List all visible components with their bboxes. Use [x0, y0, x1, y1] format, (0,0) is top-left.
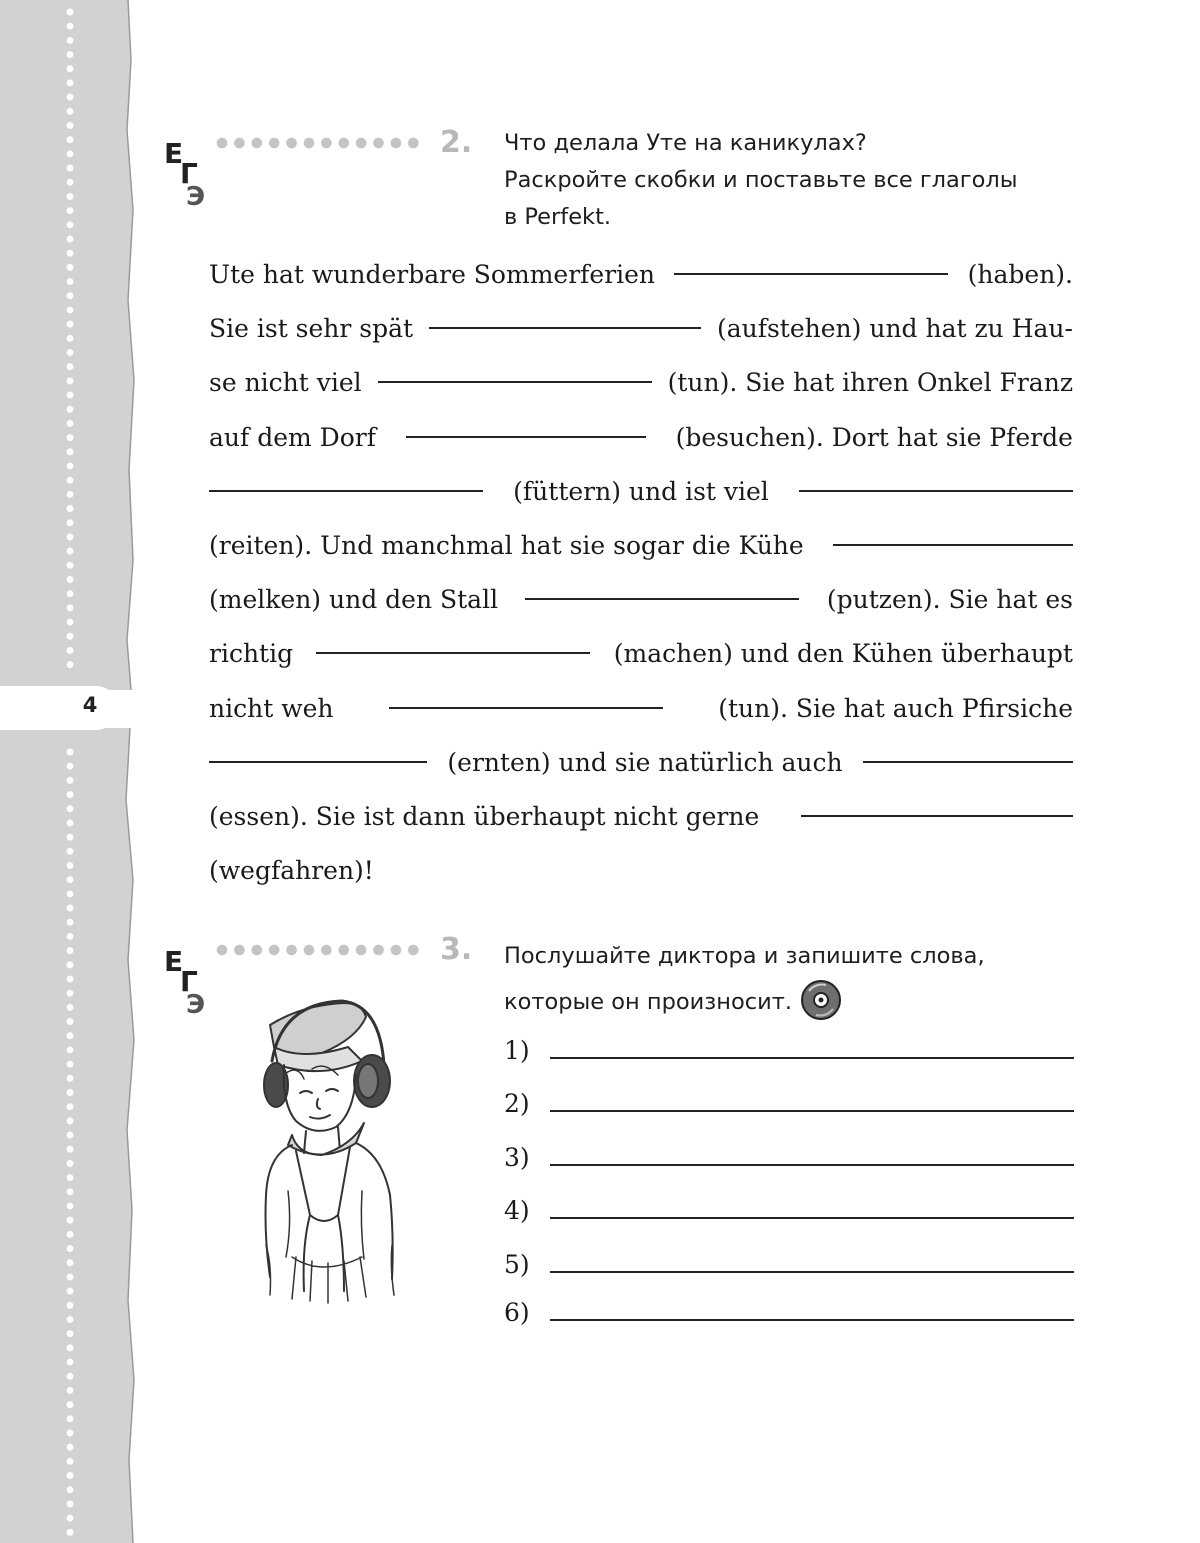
- text-segment: se nicht viel: [209, 368, 362, 398]
- text-line: [209, 627, 1073, 681]
- gap-fill-text: [209, 248, 1073, 898]
- girl-with-headphones-illustration: [252, 995, 412, 1305]
- ege-letter-g: Г: [180, 965, 198, 998]
- dot-column-top: [66, 8, 74, 672]
- instruction-line: Раскройте скобки и поставьте все глаголы: [504, 167, 1018, 193]
- text-line: [209, 356, 1073, 410]
- instruction-line: Что делала Уте на каникулах?: [504, 130, 867, 156]
- dotted-leader: [216, 944, 424, 956]
- text-line: [209, 465, 1073, 519]
- text-segment: (ernten) und sie natürlich auch: [447, 747, 843, 777]
- text-segment: auf dem Dorf: [209, 422, 376, 452]
- answer-blank[interactable]: [429, 327, 701, 329]
- answer-row: [504, 1295, 1074, 1331]
- text-line: [209, 573, 1073, 627]
- text-segment: (tun). Sie hat auch Pfirsiche: [718, 693, 1073, 723]
- instruction-line: [504, 979, 1074, 1025]
- task-instruction: [504, 933, 1074, 1025]
- text-segment: (melken) und den Stall: [209, 585, 499, 615]
- answer-blank[interactable]: [316, 652, 590, 654]
- text-segment: (aufstehen) und hat zu Hau-: [716, 314, 1073, 344]
- answer-blank[interactable]: [550, 1217, 1074, 1219]
- answer-blank[interactable]: [550, 1319, 1074, 1321]
- text-segment: (essen). Sie ist dann überhaupt nicht gerne: [209, 801, 760, 831]
- answer-blank[interactable]: [550, 1164, 1074, 1166]
- ege-badge: [164, 945, 214, 1020]
- text-segment: (wegfahren)!: [209, 856, 374, 886]
- text-segment: (machen) und den Kühen überhaupt: [613, 639, 1073, 669]
- answer-number: 3): [504, 1143, 530, 1172]
- answer-number: 6): [504, 1298, 530, 1327]
- answer-blank[interactable]: [801, 815, 1073, 817]
- text-segment: nicht weh: [209, 693, 334, 723]
- answer-blank[interactable]: [550, 1110, 1074, 1112]
- answer-row: [504, 1140, 1074, 1176]
- answer-row: [504, 1193, 1074, 1229]
- answer-blank[interactable]: [209, 490, 483, 492]
- answer-blank[interactable]: [550, 1057, 1074, 1059]
- instruction-line: в Perfekt.: [504, 204, 612, 230]
- answer-row: [504, 1247, 1074, 1283]
- ege-badge: [164, 137, 214, 212]
- ege-letter-e: Е: [164, 137, 184, 170]
- text-line: [209, 844, 1073, 898]
- text-line: [209, 411, 1073, 465]
- answer-blank[interactable]: [389, 707, 663, 709]
- text-segment: Ute hat wunderbare Sommerferien: [209, 260, 656, 289]
- instruction-line: Послушайте диктора и запишите слова,: [504, 943, 985, 969]
- text-segment: (tun). Sie hat ihren Onkel Franz: [667, 368, 1073, 398]
- text-line: [209, 519, 1073, 573]
- answer-row: [504, 1086, 1074, 1122]
- answer-blank[interactable]: [863, 761, 1073, 763]
- dot-column-bottom: [66, 748, 74, 1538]
- text-line: [209, 790, 1073, 844]
- answer-blank[interactable]: [525, 598, 799, 600]
- text-segment: (haben).: [967, 260, 1073, 289]
- answer-row: [504, 1033, 1074, 1069]
- answer-blank[interactable]: [378, 381, 652, 383]
- text-segment: (füttern) und ist viel: [513, 476, 769, 506]
- answer-blank[interactable]: [674, 273, 948, 275]
- text-line: [209, 302, 1073, 356]
- text-segment: (putzen). Sie hat es: [826, 585, 1073, 615]
- text-segment: Sie ist sehr spät: [209, 314, 414, 344]
- answer-blank[interactable]: [799, 490, 1073, 492]
- ege-letter-e: Е: [164, 945, 184, 978]
- text-segment: (reiten). Und manchmal hat sie sogar die Kühe: [209, 530, 804, 560]
- text-line: [209, 248, 1073, 302]
- task-number: 3.: [440, 932, 473, 967]
- answer-number: 5): [504, 1250, 530, 1279]
- ege-letter-g: Г: [180, 157, 198, 190]
- cd-audio-icon[interactable]: [800, 979, 842, 1021]
- answer-number: 4): [504, 1196, 530, 1225]
- text-line: [209, 736, 1073, 790]
- answer-blank[interactable]: [550, 1271, 1074, 1273]
- text-segment: (besuchen). Dort hat sie Pferde: [675, 422, 1073, 452]
- answer-number: 1): [504, 1036, 530, 1065]
- instruction-text: которые он произносит.: [504, 989, 792, 1015]
- text-segment: richtig: [209, 639, 294, 669]
- task-number: 2.: [440, 125, 473, 160]
- answer-number: 2): [504, 1089, 530, 1118]
- ege-letter-e2: Э: [186, 182, 206, 212]
- answer-blank[interactable]: [209, 761, 427, 763]
- dotted-leader: [216, 137, 424, 149]
- page-number: 4: [82, 693, 98, 717]
- answer-blank[interactable]: [406, 436, 646, 438]
- ege-letter-e2: Э: [186, 990, 206, 1020]
- task-instruction: [504, 125, 1074, 236]
- answer-blank[interactable]: [833, 544, 1073, 546]
- text-line: [209, 682, 1073, 736]
